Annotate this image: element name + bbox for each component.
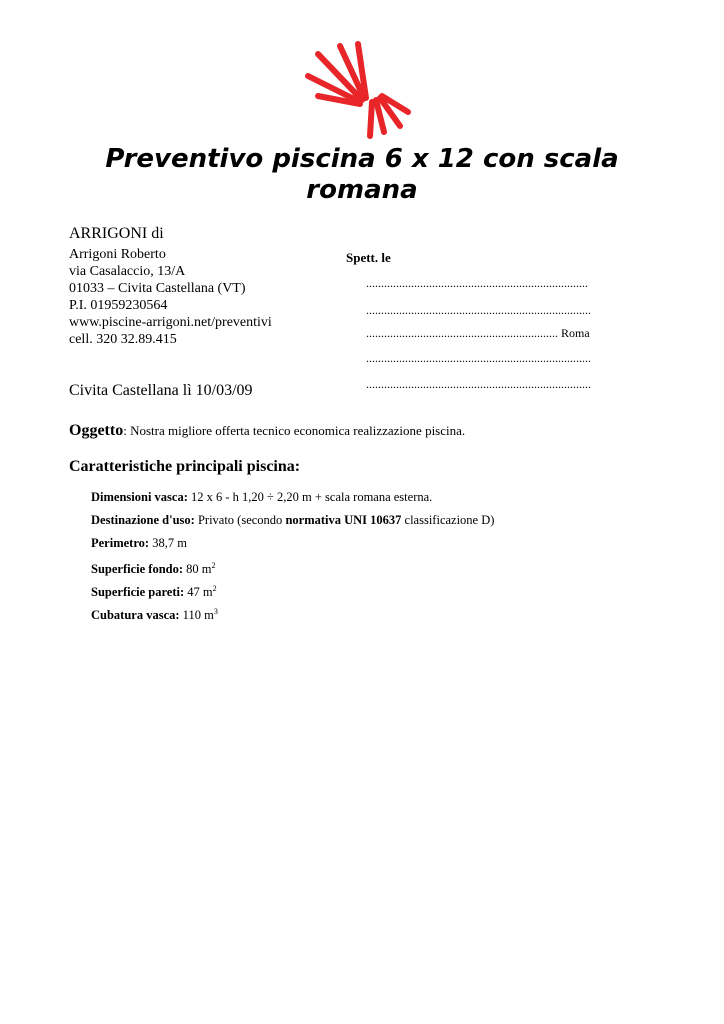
page-title: Preventivo piscina 6 x 12 con scala romana [105,144,619,205]
section-title: Caratteristiche principali piscina: [69,458,301,475]
recipient-line: .......................................................................... [366,276,588,290]
spec-label: Destinazione d'uso: [91,513,195,527]
sender-city: 01033 – Civita Castellana (VT) [69,281,246,296]
spec-unit-exp: 2 [211,561,216,570]
spec-value: 47 m [184,585,213,600]
recipient-line: ........................................................................... [366,377,591,391]
company-logo [300,40,420,140]
sender-phone: cell. 320 32.89.415 [69,332,177,347]
place-date: Civita Castellana lì 10/03/09 [69,382,253,399]
spec-value-post: classificazione D) [401,513,495,527]
spec-label: Cubatura vasca: [91,608,180,623]
spec-label: Dimensioni vasca: [91,490,188,504]
spec-label: Superficie fondo: [91,562,184,577]
sender-name: Arrigoni Roberto [69,247,166,262]
sender-address: via Casalaccio, 13/A [69,264,186,279]
spec-destinazione [91,512,494,535]
sender-company: ARRIGONI di [69,225,164,242]
spec-unit-exp: 2 [212,584,217,593]
spec-fondo [91,558,494,581]
subject-line [69,422,465,440]
sender-website: www.piscine-arrigoni.net/preventivi [69,315,272,330]
spec-unit-exp: 3 [213,607,218,616]
recipient-line: ........................................................................... [366,303,591,317]
specs-list [91,489,494,627]
spec-dimensioni [91,489,494,512]
recipient-block [346,250,646,391]
recipient-line: ........................................................................... [366,351,591,365]
spec-perimetro [91,535,494,558]
sender-vat: P.I. 01959230564 [69,298,168,313]
spec-pareti [91,581,494,604]
subject-text: : Nostra migliore offerta tecnico economica realizzazione piscina. [123,423,466,438]
spec-value: 12 x 6 - h 1,20 ÷ 2,20 m + scala romana esterna. [187,490,433,504]
subject-label: Oggetto [69,422,124,439]
sender-block [69,224,272,348]
recipient-line: ................................................................ Roma [366,326,590,340]
spec-label: Perimetro: [91,536,150,550]
spec-cubatura [91,604,494,627]
spec-value: 38,7 m [149,536,187,550]
spec-value: 110 m [179,608,214,623]
spec-value: 80 m [183,562,212,577]
spec-label: Superficie pareti: [91,585,185,600]
recipient-salutation: Spett. le [346,250,391,265]
spec-value-norm: normativa UNI 10637 [285,513,402,527]
spec-value: Privato (secondo [194,513,286,527]
